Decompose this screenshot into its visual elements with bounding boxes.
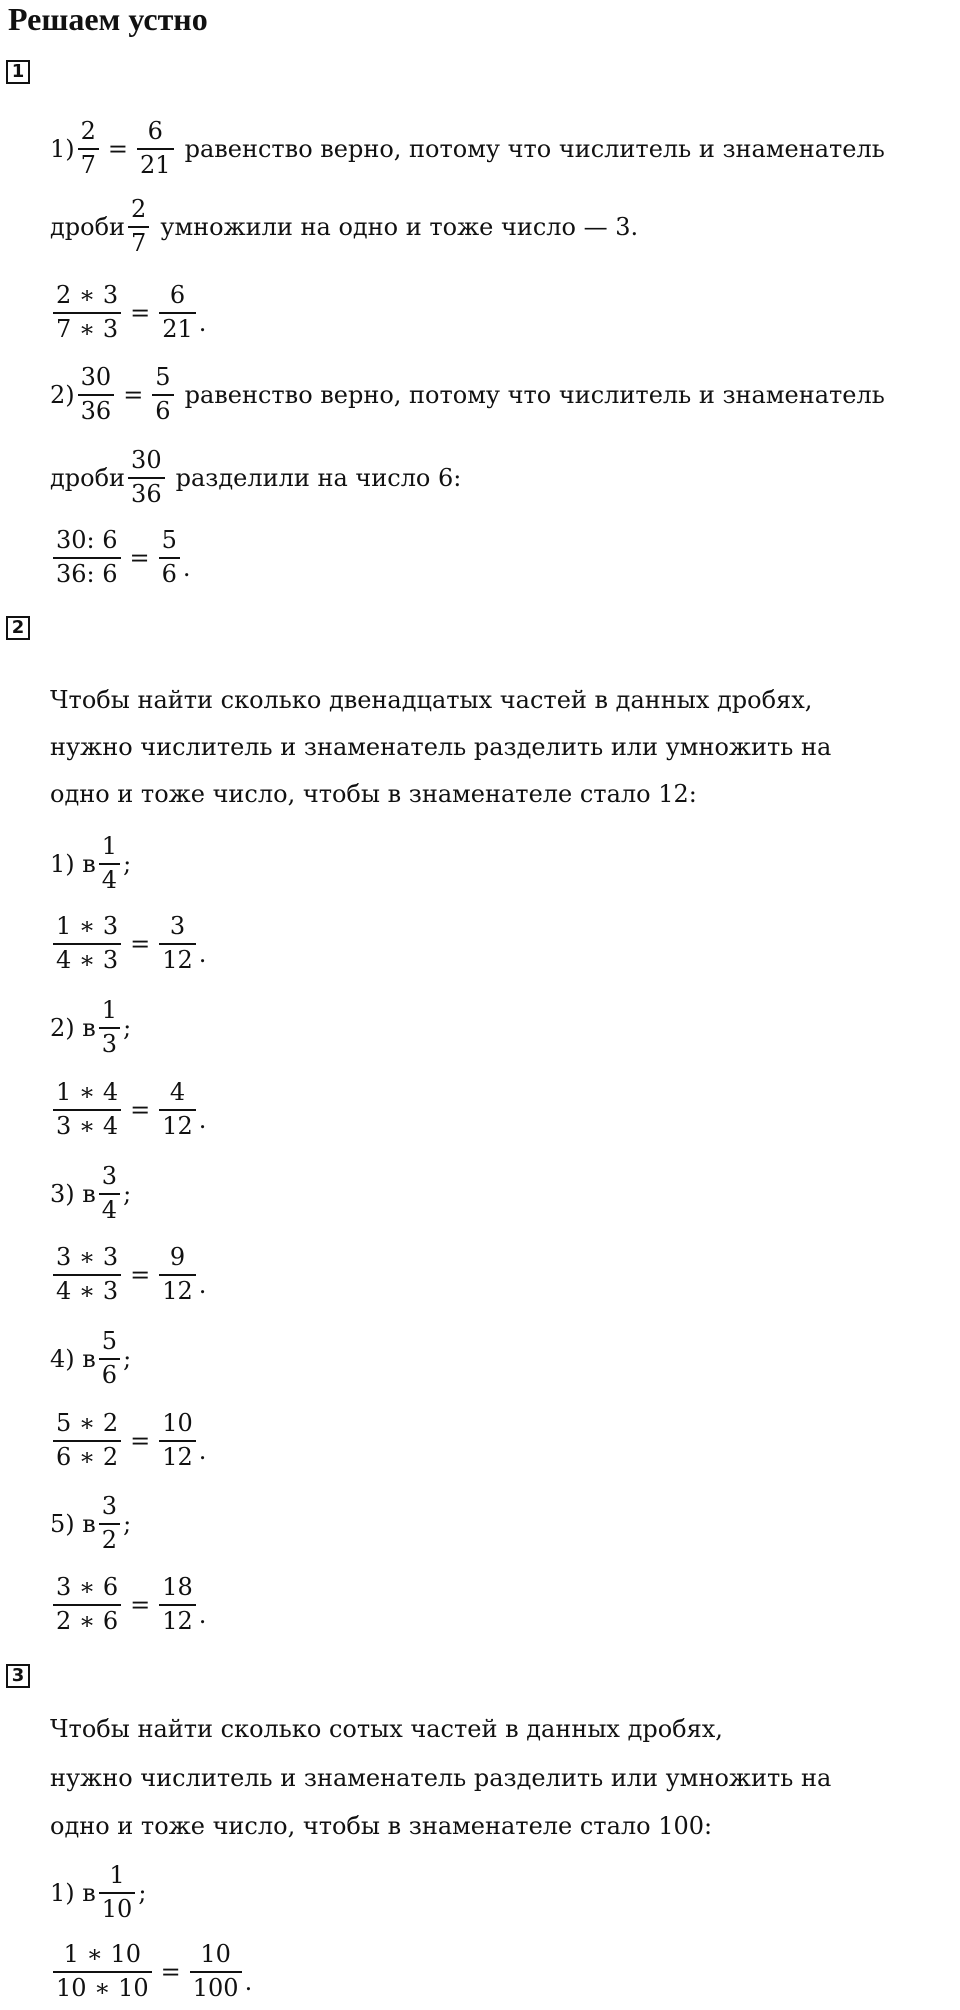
task-2-item — [50, 1329, 131, 1389]
denominator: 12 — [162, 1277, 193, 1305]
numerator: 5 — [155, 363, 171, 392]
denominator: 3 ∗ 4 — [56, 1112, 119, 1140]
fraction — [137, 118, 174, 179]
equals-sign: = — [129, 544, 150, 572]
fraction-bar — [99, 1892, 136, 1894]
task-2-calc — [50, 1575, 206, 1635]
denominator: 12 — [162, 1443, 193, 1471]
task-2-paragraph-line: Чтобы найти сколько двенадцатых частей в данных дробях, — [50, 686, 813, 714]
equals-sign: = — [160, 1958, 181, 1986]
task-2-paragraph-line: одно и тоже число, чтобы в знаменателе стало 12: — [50, 780, 697, 808]
semicolon: ; — [123, 1180, 132, 1208]
fraction-bar — [159, 312, 196, 314]
denominator: 7 ∗ 3 — [56, 315, 119, 343]
task-2-number: 2 — [6, 616, 30, 640]
fraction — [159, 527, 180, 588]
numerator: 1 ∗ 4 — [56, 1078, 119, 1107]
fraction-bar — [53, 312, 121, 314]
numerator: 10 — [162, 1409, 193, 1438]
denominator: 4 — [101, 1196, 118, 1224]
denominator: 12 — [162, 946, 193, 974]
fraction-bar — [99, 1027, 120, 1029]
fraction-bar — [53, 1971, 152, 1973]
task-3-paragraph-line: одно и тоже число, чтобы в знаменателе стало 100: — [50, 1812, 713, 1840]
fraction — [128, 447, 165, 508]
fraction — [159, 1079, 196, 1140]
fraction — [53, 1941, 152, 2002]
equals-sign: = — [107, 135, 129, 163]
fraction-bar — [137, 148, 174, 150]
period: . — [198, 1601, 207, 1629]
denominator: 4 — [101, 866, 118, 894]
fraction-bar — [159, 1109, 196, 1111]
denominator: 10 ∗ 10 — [56, 1974, 149, 2002]
numerator: 2 — [131, 195, 147, 224]
fraction-bar — [99, 1523, 120, 1525]
item-index: 4) в — [50, 1345, 96, 1373]
task-2-item — [50, 998, 131, 1058]
denominator: 3 — [101, 1030, 118, 1058]
fraction-bar — [159, 1274, 196, 1276]
numerator: 4 — [169, 1078, 186, 1107]
equals-sign: = — [130, 1096, 151, 1124]
item-index: 1) в — [50, 850, 96, 878]
task-3-paragraph-line: нужно числитель и знаменатель разделить или умножить на — [50, 1764, 832, 1792]
fraction-bar — [53, 1274, 121, 1276]
task-2-paragraph-line: нужно числитель и знаменатель разделить или умножить на — [50, 733, 832, 761]
denominator: 2 — [101, 1526, 118, 1554]
task-2-calc — [50, 1411, 206, 1471]
numerator: 6 — [147, 117, 163, 146]
item-index: 5) в — [50, 1510, 96, 1538]
denominator: 4 ∗ 3 — [56, 946, 119, 974]
fraction-bar — [159, 943, 196, 945]
task-2-item — [50, 834, 131, 894]
task-3-calc — [50, 1942, 252, 2002]
task-1-line-2 — [50, 197, 638, 257]
fraction — [99, 1862, 136, 1923]
equals-sign: = — [123, 381, 144, 409]
fraction — [53, 1079, 121, 1140]
numerator: 3 ∗ 3 — [56, 1243, 119, 1272]
numerator: 30: 6 — [56, 526, 118, 555]
semicolon: ; — [123, 850, 132, 878]
numerator: 5 — [161, 526, 177, 555]
numerator: 30 — [80, 363, 112, 392]
fraction — [190, 1941, 242, 2002]
fraction — [159, 1244, 196, 1305]
equals-sign: = — [130, 1591, 151, 1619]
numerator: 18 — [162, 1573, 193, 1602]
fraction — [53, 1574, 121, 1635]
fraction — [53, 527, 121, 588]
numerator: 3 — [101, 1162, 118, 1191]
denominator: 21 — [140, 151, 171, 179]
fraction — [53, 1410, 121, 1471]
fraction-bar — [152, 394, 173, 396]
task-1-calc-1 — [50, 283, 206, 343]
denominator: 6 — [161, 560, 177, 588]
fraction-bar — [128, 226, 149, 228]
semicolon: ; — [123, 1014, 132, 1042]
denominator: 2 ∗ 6 — [56, 1607, 119, 1635]
item-index: 1) в — [50, 1879, 96, 1907]
numerator: 5 — [101, 1327, 118, 1356]
item-index: 3) в — [50, 1180, 96, 1208]
fraction — [152, 364, 173, 425]
denominator: 6 ∗ 2 — [56, 1443, 119, 1471]
numerator: 3 ∗ 6 — [56, 1573, 119, 1602]
numerator: 2 ∗ 3 — [56, 281, 119, 310]
numerator: 1 — [101, 996, 118, 1025]
denominator: 36 — [80, 397, 112, 425]
task-1-line-1 — [50, 119, 885, 179]
task-2-calc — [50, 914, 206, 974]
item-index: 2) — [50, 381, 75, 409]
fraction-bar — [53, 943, 121, 945]
task-2-calc — [50, 1245, 206, 1305]
task-2-item — [50, 1164, 131, 1224]
task-1-line-5 — [50, 448, 461, 508]
numerator: 3 — [101, 1492, 118, 1521]
denominator: 12 — [162, 1112, 193, 1140]
denominator: 7 — [80, 151, 96, 179]
numerator: 5 ∗ 2 — [56, 1409, 119, 1438]
fraction-bar — [99, 863, 120, 865]
denominator: 12 — [162, 1607, 193, 1635]
numerator: 1 — [109, 1861, 125, 1890]
fraction-bar — [78, 394, 115, 396]
numerator: 10 — [200, 1940, 231, 1969]
numerator: 2 — [80, 117, 96, 146]
fraction-bar — [53, 1440, 121, 1442]
numerator: 9 — [169, 1243, 186, 1272]
denominator: 36 — [131, 480, 162, 508]
text-prefix: дроби — [50, 213, 126, 241]
period: . — [198, 1437, 207, 1465]
denominator: 6 — [101, 1361, 118, 1389]
fraction — [99, 1163, 120, 1224]
equals-sign: = — [130, 1427, 151, 1455]
period: . — [244, 1968, 253, 1996]
item-index: 2) в — [50, 1014, 96, 1042]
fraction-bar — [53, 1109, 121, 1111]
fraction — [159, 1410, 196, 1471]
explanation-text: равенство верно, потому что числитель и знаменатель — [184, 381, 885, 409]
task-1-number: 1 — [6, 60, 30, 84]
numerator: 6 — [169, 281, 186, 310]
task-2-calc — [50, 1080, 206, 1140]
denominator: 7 — [131, 229, 147, 257]
task-3-item — [50, 1863, 146, 1923]
fraction — [99, 1328, 120, 1389]
task-2-item — [50, 1494, 131, 1554]
page-title: Решаем устно — [8, 1, 208, 37]
fraction — [159, 1574, 196, 1635]
fraction-bar — [159, 1440, 196, 1442]
explanation-text: равенство верно, потому что числитель и знаменатель — [184, 135, 885, 163]
period: . — [198, 309, 207, 337]
fraction-bar — [190, 1971, 242, 1973]
fraction — [99, 997, 120, 1058]
period: . — [182, 554, 191, 582]
task-3-paragraph-line: Чтобы найти сколько сотых частей в данных дробях, — [50, 1715, 723, 1743]
explanation-text: умножили на одно и тоже число — 3. — [160, 213, 639, 241]
fraction — [53, 282, 121, 343]
numerator: 3 — [169, 912, 186, 941]
text-prefix: дроби — [50, 464, 126, 492]
denominator: 4 ∗ 3 — [56, 1277, 119, 1305]
period: . — [198, 940, 207, 968]
semicolon: ; — [123, 1345, 132, 1373]
fraction — [99, 833, 120, 894]
fraction-bar — [128, 477, 165, 479]
period: . — [198, 1271, 207, 1299]
semicolon: ; — [138, 1879, 147, 1907]
fraction — [78, 118, 99, 179]
fraction — [53, 1244, 121, 1305]
fraction-bar — [53, 1604, 121, 1606]
fraction-bar — [159, 557, 180, 559]
fraction-bar — [159, 1604, 196, 1606]
semicolon: ; — [123, 1510, 132, 1538]
fraction — [128, 196, 149, 257]
task-1-calc-2 — [50, 528, 191, 588]
fraction — [78, 364, 115, 425]
task-3-number: 3 — [6, 1664, 30, 1688]
numerator: 1 ∗ 10 — [63, 1940, 142, 1969]
task-1-line-4 — [50, 365, 885, 425]
explanation-text: разделили на число 6: — [175, 464, 462, 492]
denominator: 10 — [101, 1895, 133, 1923]
fraction-bar — [99, 1193, 120, 1195]
fraction-bar — [53, 557, 121, 559]
period: . — [198, 1106, 207, 1134]
equals-sign: = — [130, 1261, 151, 1289]
equals-sign: = — [130, 299, 151, 327]
fraction — [53, 913, 121, 974]
equals-sign: = — [130, 930, 151, 958]
numerator: 30 — [131, 446, 162, 475]
fraction — [159, 913, 196, 974]
denominator: 21 — [162, 315, 193, 343]
denominator: 6 — [155, 397, 171, 425]
fraction — [159, 282, 196, 343]
item-index: 1) — [50, 135, 75, 163]
fraction-bar — [99, 1358, 120, 1360]
denominator: 36: 6 — [56, 560, 118, 588]
fraction — [99, 1493, 120, 1554]
numerator: 1 ∗ 3 — [56, 912, 119, 941]
denominator: 100 — [192, 1974, 239, 2002]
numerator: 1 — [101, 832, 118, 861]
fraction-bar — [78, 148, 99, 150]
